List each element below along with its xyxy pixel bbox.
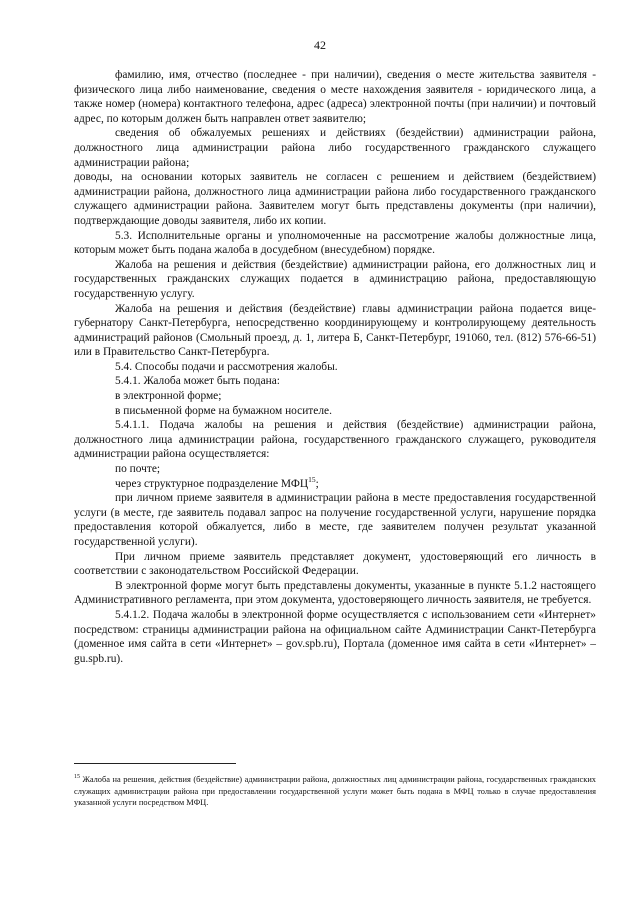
- footnote: [74, 774, 596, 809]
- footnote-text: Жалоба на решения, действия (бездействие) администрации района, должностных лиц администрации района, государственных гражданских служащих администрации района при предоставлении государственной услуги может быть подана в МФЦ только в случае предоставления указанной услуги посредством МФЦ.: [74, 775, 596, 808]
- paragraph-complaint-district: Жалоба на решения и действия (бездействие) администрации района, его должностных лиц и государственных гражданских служащих подается в администрацию района, предоставляющую государственную услугу.: [74, 258, 596, 300]
- paragraph-5-4-1-2: 5.4.1.2. Подача жалобы в электронной форме осуществляется с использованием сети «Интернет» посредством: страницы администрации района на официальном сайте Администрации Санкт-Петербурга (доменное имя сайта в сети «Интернет» – gov.spb.ru), Портала (доменное имя сайта в сети «Интернет» – gu.spb.ru).: [74, 608, 596, 665]
- paragraph-5-4: 5.4. Способы подачи и рассмотрения жалобы.: [115, 360, 338, 373]
- list-item-paper: в письменной форме на бумажном носителе.: [115, 404, 332, 417]
- paragraph-appealed-decisions: сведения об обжалуемых решениях и действиях (бездействии) администрации района, должностного лица администрации района либо государственного гражданского служащего администрации района;: [74, 127, 596, 169]
- paragraph-5-3: 5.3. Исполнительные органы и уполномоченные на рассмотрение жалобы должностные лица, которым может быть подана жалоба в досудебном (внесудебном) порядке.: [74, 229, 596, 257]
- paragraph-personal-reception: при личном приеме заявителя в администрации района в месте предоставления государственной услуги (в месте, где заявитель подавал запрос на получение государственной услуги, нарушение порядка предоставления которой обжалуется, либо в месте, где заявителем получен результат указанной государственной услуги).: [74, 492, 596, 548]
- list-item-mail: по почте;: [115, 463, 161, 476]
- list-item-mfc: [74, 474, 596, 492]
- list-item-electronic: в электронной форме;: [115, 390, 222, 403]
- paragraph-5-4-1: 5.4.1. Жалоба может быть подана:: [115, 375, 280, 388]
- body-text: [74, 68, 596, 666]
- footnote-reference[interactable]: 15: [308, 474, 316, 484]
- footnote-marker: 15: [74, 774, 80, 781]
- paragraph-electronic-documents: В электронной форме могут быть представлены документы, указанные в пункте 5.1.2 настоящего Административного регламента, при этом документа, удостоверяющего личность заявителя, не требуется.: [74, 579, 596, 607]
- paragraph-arguments: доводы, на основании которых заявитель не согласен с решением и действием (бездействием) администрации района, должностного лица администрации района либо государственного гражданского служащего администрации района. Заявителем могут быть представлены документы (при наличии), подтверждающие доводы заявителя, либо их копии.: [74, 171, 596, 227]
- paragraph-complaint-head: Жалоба на решения и действия (бездействие) главы администрации района подается вице-губернатору Санкт-Петербурга, непосредственно координирующему и контролирующему деятельность администраций районов (Смольный проезд, д. 1, литера Б, Санкт-Петербург, 191060, тел. (812) 576-66-51) или в Правительство Санкт-Петербурга.: [74, 302, 596, 359]
- page-number: 42: [314, 38, 326, 52]
- paragraph-identity-document: При личном приеме заявитель представляет документ, удостоверяющий его личность в соответствии с законодательством Российской Федерации.: [74, 550, 596, 578]
- paragraph-applicant-details: фамилию, имя, отчество (последнее - при наличии), сведения о месте жительства заявителя - физического лица либо наименование, сведения о месте нахождения заявителя - юридического лица, а также номер (номера) контактного телефона, адрес (адреса) электронной почты (при наличии) и почтовый адрес, по которым должен быть направлен ответ заявителю;: [74, 69, 596, 125]
- mfc-text-suffix: ;: [315, 477, 319, 490]
- footnote-divider: [74, 763, 236, 764]
- paragraph-5-4-1-1: 5.4.1.1. Подача жалобы на решения и действия (бездействие) администрации района, должностного лица администрации района, государственного гражданского служащего, руководителя администрации района осуществляется:: [74, 419, 596, 461]
- mfc-text: через структурное подразделение МФЦ: [115, 477, 309, 490]
